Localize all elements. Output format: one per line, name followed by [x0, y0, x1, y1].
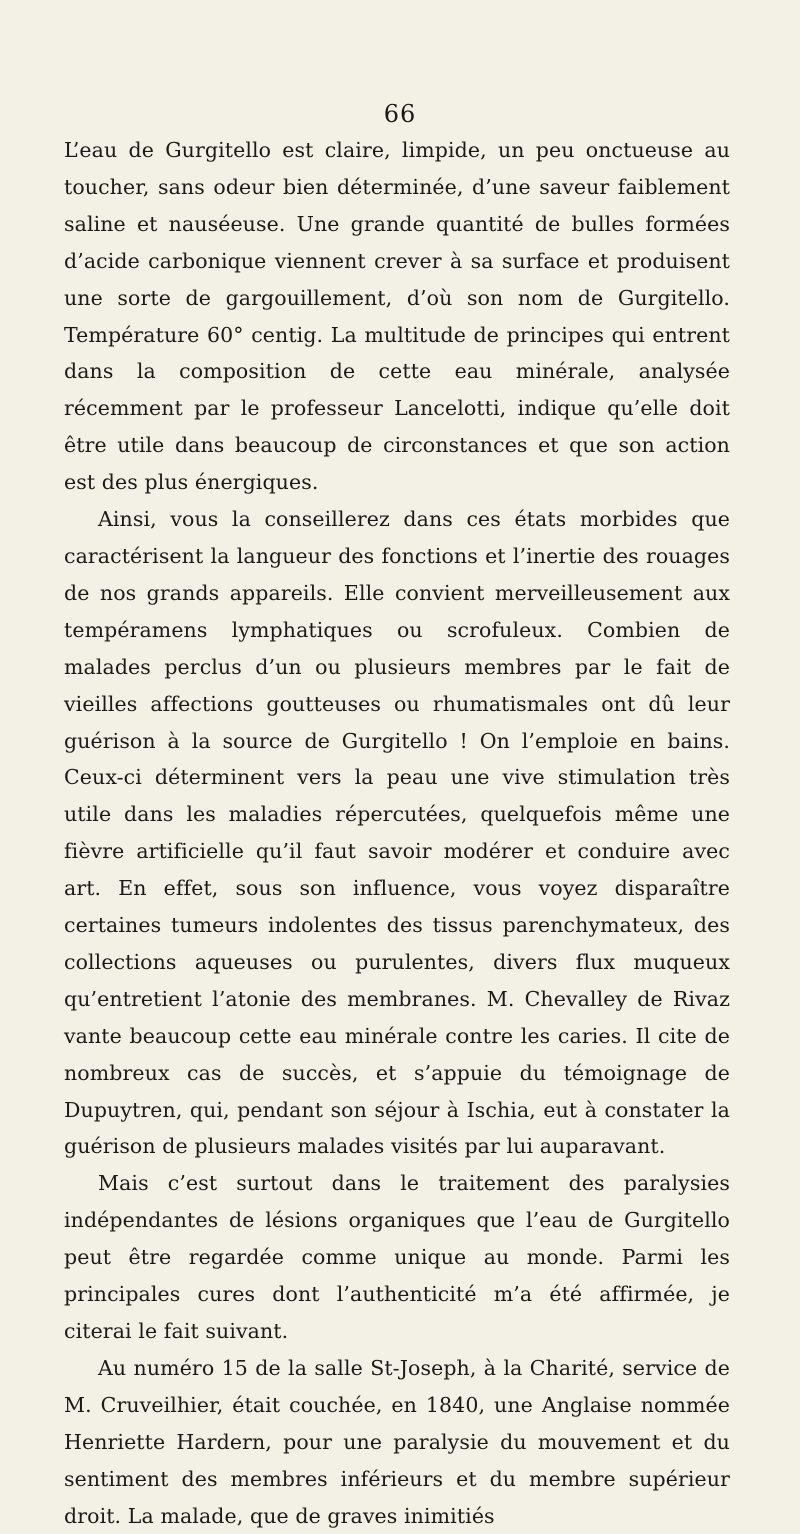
- paragraph-3: Mais c’est surtout dans le traitement des paralysies indépendantes de lésions organiques que l’eau de Gurgitello peut être regardée comme unique au monde. Parmi les principales cures dont l’authenticité m’a été affirmée, je citerai le fait suivant.: [64, 1171, 730, 1343]
- body-text: [64, 132, 730, 1534]
- paragraph-2: Ainsi, vous la conseillerez dans ces états morbides que caractérisent la langueur des fonctions et l’inertie des rouages de nos grands appareils. Elle convient merveilleusement aux tempéramens lymphatiques ou scrofuleux. Combien de malades perclus d’un ou plusieurs membres par le fait de vieilles affections goutteuses ou rhumatismales ont dû leur guérison à la source de Gurgitello ! On l’emploie en bains. Ceux-ci déterminent vers la peau une vive stimulation très utile dans les maladies répercutées, quelquefois même une fièvre artificielle qu’il faut savoir modérer et conduire avec art. En effet, sous son influence, vous voyez disparaître certaines tumeurs indolentes des tissus parenchymateux, des collections aqueuses ou purulentes, divers flux muqueux qu’entretient l’atonie des membranes. M. Chevalley de Rivaz vante beaucoup cette eau minérale contre les caries. Il cite de nombreux cas de succès, et s’appuie du témoignage de Dupuytren, qui, pendant son séjour à Ischia, eut à constater la guérison de plusieurs malades visités par lui auparavant.: [64, 507, 730, 1159]
- paragraph-1: L’eau de Gurgitello est claire, limpide, un peu onctueuse au toucher, sans odeur bien déterminée, d’une saveur faiblement saline et nauséeuse. Une grande quantité de bulles formées d’acide carbonique viennent crever à sa surface et produisent une sorte de gargouillement, d’où son nom de Gurgitello. Température 60° centig. La multitude de principes qui entrent dans la composition de cette eau minérale, analysée récemment par le professeur Lancelotti, indique qu’elle doit être utile dans beaucoup de circonstances et que son action est des plus énergiques.: [64, 138, 730, 495]
- page-number: 66: [383, 100, 417, 128]
- paragraph-4: Au numéro 15 de la salle St-Joseph, à la Charité, service de M. Cruveilhier, était couchée, en 1840, une Anglaise nommée Henriette Hardern, pour une paralysie du mouvement et du sentiment des membres inférieurs et du membre supérieur droit. La malade, que de graves inimitiés: [64, 1355, 730, 1528]
